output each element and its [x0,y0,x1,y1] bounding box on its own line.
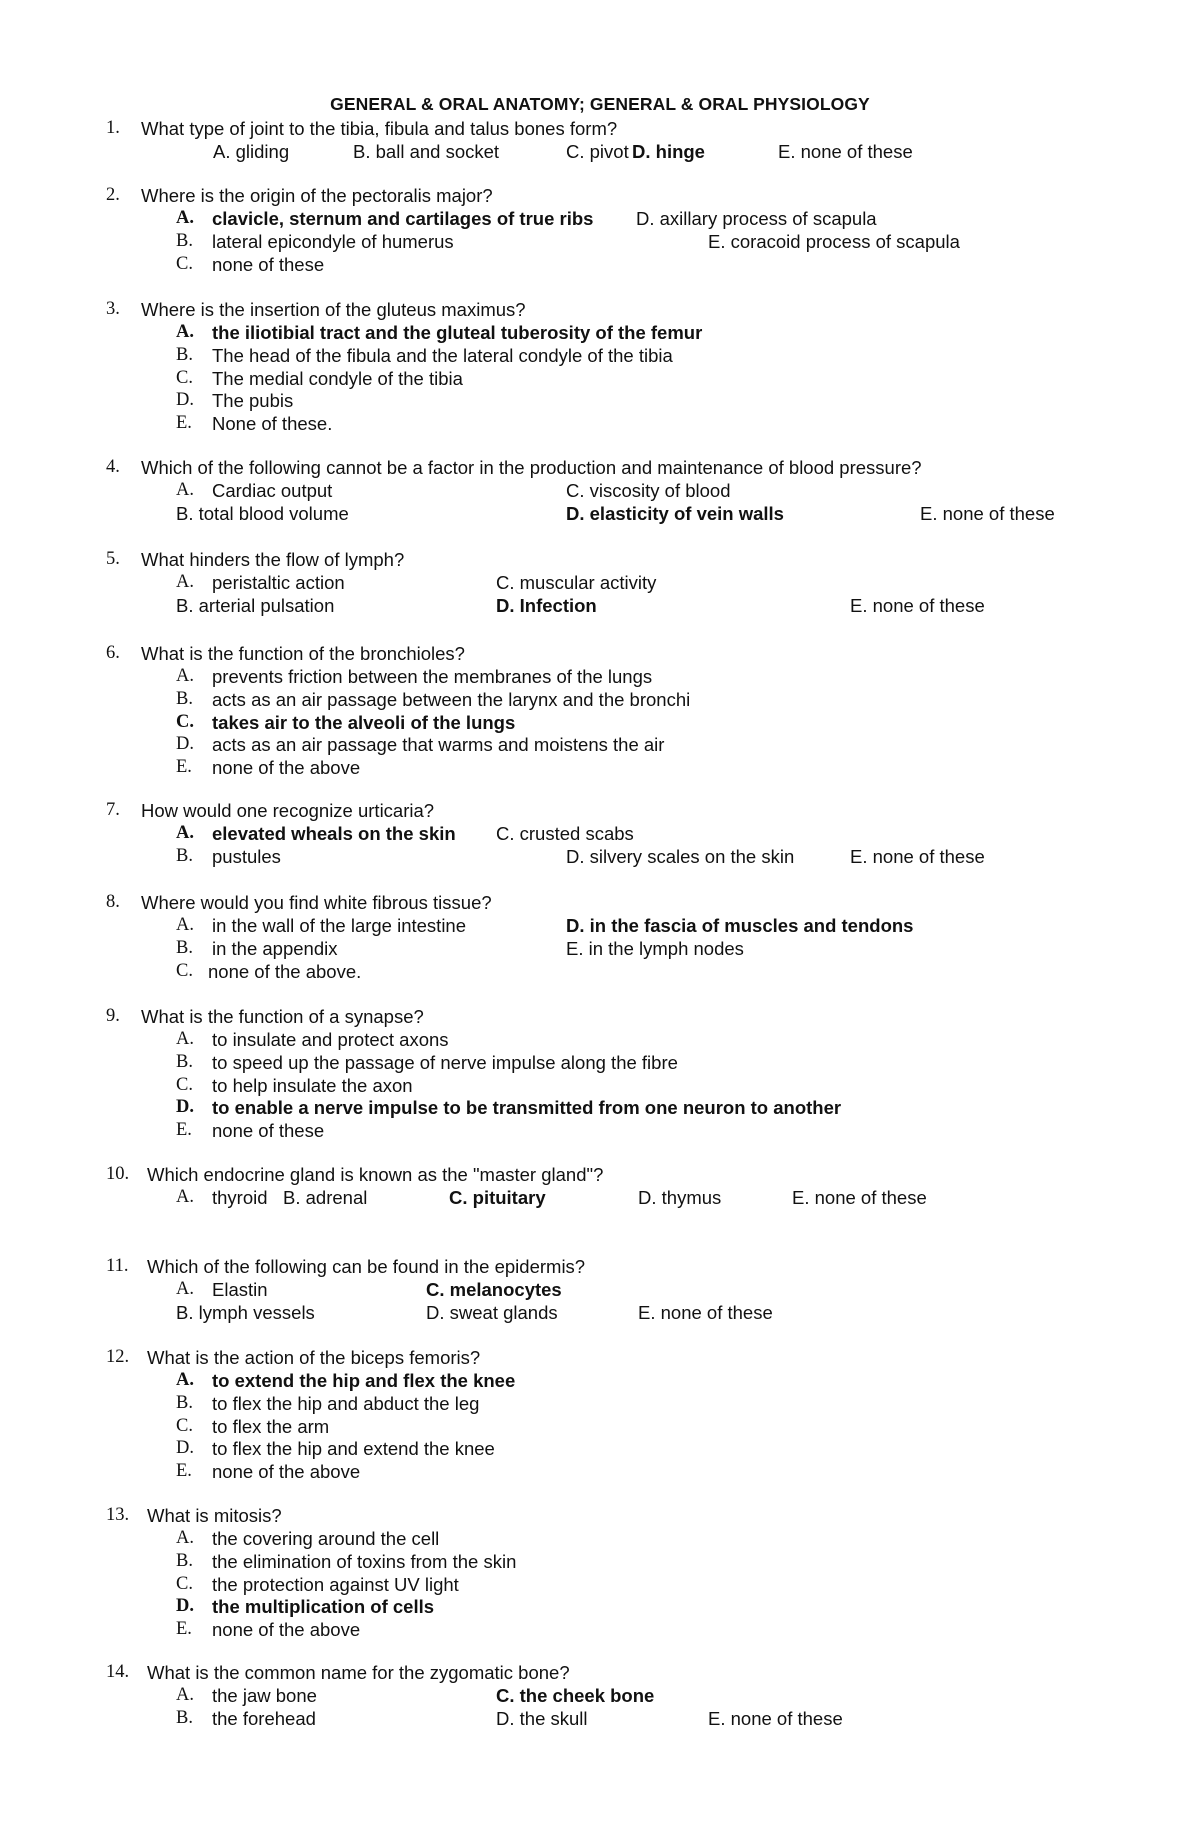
option-letter: D. [566,845,585,867]
option-letter: B. [176,1707,193,1728]
option-letter: C. [176,960,193,981]
option-inline [496,571,656,594]
option-letter: E. [778,141,796,162]
option-text: The head of the fibula and the lateral condyle of the tibia [212,344,673,366]
question-text: Where would you find white fibrous tissue? [141,892,492,914]
option-letter: C. [566,141,585,162]
option-text: the covering around the cell [212,1528,440,1549]
option-letter: E. [176,1461,192,1482]
option-text: Elastin [212,1279,268,1300]
correct-answer [632,140,705,163]
option-text: peristaltic action [212,572,345,593]
option-text: none of these [942,502,1055,524]
question-text: What hinders the flow of lymph? [141,549,405,571]
option-text: none of these [212,1120,325,1142]
option-letter: B. [176,344,193,365]
correct-answer [449,1186,546,1209]
option-text: pivot [589,141,629,162]
option-letter: A. [176,208,194,228]
option-inline [566,479,731,502]
option-text: gliding [235,141,290,162]
option-inline [636,207,877,230]
option-inline [850,594,985,617]
option-letter: E. [850,594,868,616]
option-letter: C. [426,1279,445,1300]
option-text: in the lymph nodes [588,937,744,959]
option-letter: D. [636,208,655,229]
option-letter: B. [176,688,193,709]
question-number: 12. [106,1347,130,1368]
option-letter: A. [176,915,194,935]
option-letter: B. [176,1392,193,1413]
option-letter: A. [176,1187,194,1207]
option-letter: A. [176,1029,194,1049]
option-letter: B. [176,1550,193,1571]
option-text: total blood volume [198,502,349,524]
correct-answer-text: melanocytes [449,1279,562,1300]
option-letter: E. [176,413,192,434]
option-text: the skull [519,1707,588,1729]
question-text: Which of the following cannot be a factor in the production and maintenance of blood pressure? [141,457,922,479]
option-letter: A. [176,322,194,342]
option-letter: A. [176,823,194,843]
option-inline [566,845,794,868]
question-text: What is the function of a synapse? [141,1006,424,1028]
correct-answer [566,502,784,525]
question-text: What type of joint to the tibia, fibula and talus bones form? [141,118,618,140]
option-letter: E. [176,1120,192,1141]
question-text: How would one recognize urticaria? [141,800,435,822]
option-letter: D. [176,1438,194,1459]
option-text: The pubis [212,390,294,412]
option-letter: A. [176,1528,194,1548]
option-text: ball and socket [375,141,500,162]
option-inline [708,1707,843,1730]
option-inline [213,140,289,163]
correct-answer [496,1684,654,1707]
question-text: Where is the insertion of the gluteus maximus? [141,299,526,321]
option-letter: B. [176,845,193,866]
correct-answer-text: hinge [655,141,705,162]
option-letter: A. [213,141,231,162]
option-text: in the appendix [212,937,338,959]
option-letter: E. [566,937,584,959]
question-number: 11. [106,1256,129,1277]
question-text: Where is the origin of the pectoralis major? [141,185,493,207]
option-text: muscular activity [519,572,657,593]
option-text: adrenal [305,1187,368,1208]
option-text: none of the above. [208,960,362,982]
option-letter: C. [449,1187,468,1208]
option-text: axillary process of scapula [659,208,877,229]
question-text: What is mitosis? [147,1505,282,1527]
option-letter: B. [176,502,194,524]
question-number: 1. [106,118,120,139]
option-inline [566,937,744,960]
correct-answer-text: Infection [519,594,597,616]
option-text: Cardiac output [212,480,333,501]
question-number: 7. [106,800,120,821]
option-inline [496,822,634,845]
option-text: arterial pulsation [198,594,335,616]
option-inline [566,140,629,163]
correct-answer-text: the iliotibial tract and the gluteal tuberosity of the femur [212,322,703,343]
option-letter: B. [176,1301,194,1323]
option-text: none of these [660,1301,773,1323]
question-number: 14. [106,1662,130,1683]
option-letter: D. [566,915,585,936]
option-letter: B. [176,594,194,616]
option-letter: E. [638,1301,656,1323]
option-letter: C. [176,253,193,274]
option-text: none of the above [212,1619,361,1641]
question-text: Which of the following can be found in the epidermis? [147,1256,586,1278]
option-text: none of the above [212,757,361,779]
option-text: to speed up the passage of nerve impulse along the fibre [212,1051,678,1073]
option-letter: D. [176,1097,194,1118]
page-title: GENERAL & ORAL ANATOMY; GENERAL & ORAL PHYSIOLOGY [330,94,870,114]
option-text: none of these [212,253,325,275]
option-inline [353,140,499,163]
option-inline [496,1707,588,1730]
question-number: 4. [106,457,120,478]
option-text: none of these [730,1707,843,1729]
option-text: thymus [661,1187,722,1208]
option-text: to flex the hip and extend the knee [212,1438,495,1460]
question-text: What is the common name for the zygomatic bone? [147,1662,570,1684]
option-letter: E. [792,1187,810,1208]
option-text: none of these [800,141,913,162]
option-letter: E. [850,845,868,867]
option-text: pustules [212,845,281,867]
option-letter: E. [708,230,726,252]
correct-answer-text: takes air to the alveoli of the lungs [212,711,516,733]
question-text: Which endocrine gland is known as the "master gland"? [147,1164,604,1186]
option-text: none of the above [212,1461,361,1483]
option-inline [638,1186,721,1209]
option-letter: C. [176,1573,193,1594]
option-letter: A. [176,1685,194,1705]
correct-answer-text: clavicle, sternum and cartilages of true ribs [212,208,594,229]
option-text: to flex the arm [212,1415,330,1437]
question-number: 2. [106,185,120,206]
option-text: acts as an air passage between the larynx and the bronchi [212,688,691,710]
option-text: the jaw bone [212,1685,317,1706]
option-letter: C. [496,823,515,844]
option-text: to insulate and protect axons [212,1029,449,1050]
option-letter: C. [566,480,585,501]
question-number: 3. [106,299,120,320]
option-letter: A. [176,1279,194,1299]
option-text: sweat glands [449,1301,558,1323]
option-letter: B. [176,230,193,251]
option-letter: B. [176,1051,193,1072]
option-letter: D. [176,1596,194,1617]
option-text: lymph vessels [198,1301,315,1323]
option-inline [426,1301,558,1324]
option-inline [792,1186,927,1209]
option-inline [176,502,349,525]
question-number: 9. [106,1006,120,1027]
correct-answer-text: pituitary [472,1187,546,1208]
option-letter: B. [176,937,193,958]
option-inline [283,1186,367,1209]
option-text: The medial condyle of the tibia [212,367,463,389]
option-letter: D. [632,141,651,162]
question-number: 8. [106,892,120,913]
option-text: crusted scabs [519,823,634,844]
question-number: 5. [106,549,120,570]
option-letter: D. [176,390,194,411]
option-text: to flex the hip and abduct the leg [212,1392,480,1414]
option-text: prevents friction between the membranes of the lungs [212,666,653,687]
option-inline [920,502,1055,525]
option-text: the elimination of toxins from the skin [212,1550,517,1572]
option-text: in the wall of the large intestine [212,915,467,936]
option-text: coracoid process of scapula [730,230,960,252]
option-letter: A. [176,1370,194,1390]
option-text: viscosity of blood [589,480,731,501]
correct-answer-text: to extend the hip and flex the knee [212,1370,516,1391]
option-letter: D. [566,502,585,524]
option-text: lateral epicondyle of humerus [212,230,454,252]
option-text: none of these [872,594,985,616]
option-inline [778,140,913,163]
option-letter: E. [920,502,938,524]
option-letter: A. [176,666,194,686]
option-text: none of these [872,845,985,867]
option-letter: C. [176,367,193,388]
option-letter: C. [176,711,194,732]
option-letter: B. [283,1187,301,1208]
option-text: None of these. [212,413,333,435]
correct-answer-text: to enable a nerve impulse to be transmitted from one neuron to another [212,1097,842,1119]
option-inline [708,230,960,253]
option-inline [176,1301,315,1324]
option-letter: E. [176,757,192,778]
option-letter: C. [176,1074,193,1095]
correct-answer [426,1278,562,1301]
option-text: the forehead [212,1707,316,1729]
option-letter: D. [638,1187,657,1208]
option-inline [638,1301,773,1324]
question-text: What is the function of the bronchioles? [141,643,465,665]
option-letter: A. [176,480,194,500]
option-text: thyroid [212,1187,268,1208]
option-letter: B. [353,141,371,162]
correct-answer-text: elevated wheals on the skin [212,823,456,844]
option-letter: C. [176,1415,193,1436]
option-text: the protection against UV light [212,1573,459,1595]
option-letter: C. [496,572,515,593]
option-letter: D. [426,1301,445,1323]
correct-answer-text: the multiplication of cells [212,1596,435,1618]
question-number: 13. [106,1505,130,1526]
correct-answer-text: elasticity of vein walls [589,502,784,524]
question-text: What is the action of the biceps femoris? [147,1347,481,1369]
option-letter: D. [176,734,194,755]
option-letter: E. [176,1619,192,1640]
option-inline [850,845,985,868]
option-text: none of these [814,1187,927,1208]
option-text: to help insulate the axon [212,1074,413,1096]
option-text: acts as an air passage that warms and moistens the air [212,734,665,756]
option-inline [176,594,334,617]
correct-answer [566,914,913,937]
correct-answer-text: in the fascia of muscles and tendons [589,915,914,936]
correct-answer-text: the cheek bone [519,1685,655,1706]
option-letter: A. [176,572,194,592]
correct-answer [496,594,597,617]
option-letter: D. [496,1707,515,1729]
option-letter: C. [496,1685,515,1706]
option-letter: E. [708,1707,726,1729]
option-letter: D. [496,594,515,616]
question-number: 6. [106,643,120,664]
option-text: silvery scales on the skin [589,845,795,867]
question-number: 10. [106,1164,130,1185]
